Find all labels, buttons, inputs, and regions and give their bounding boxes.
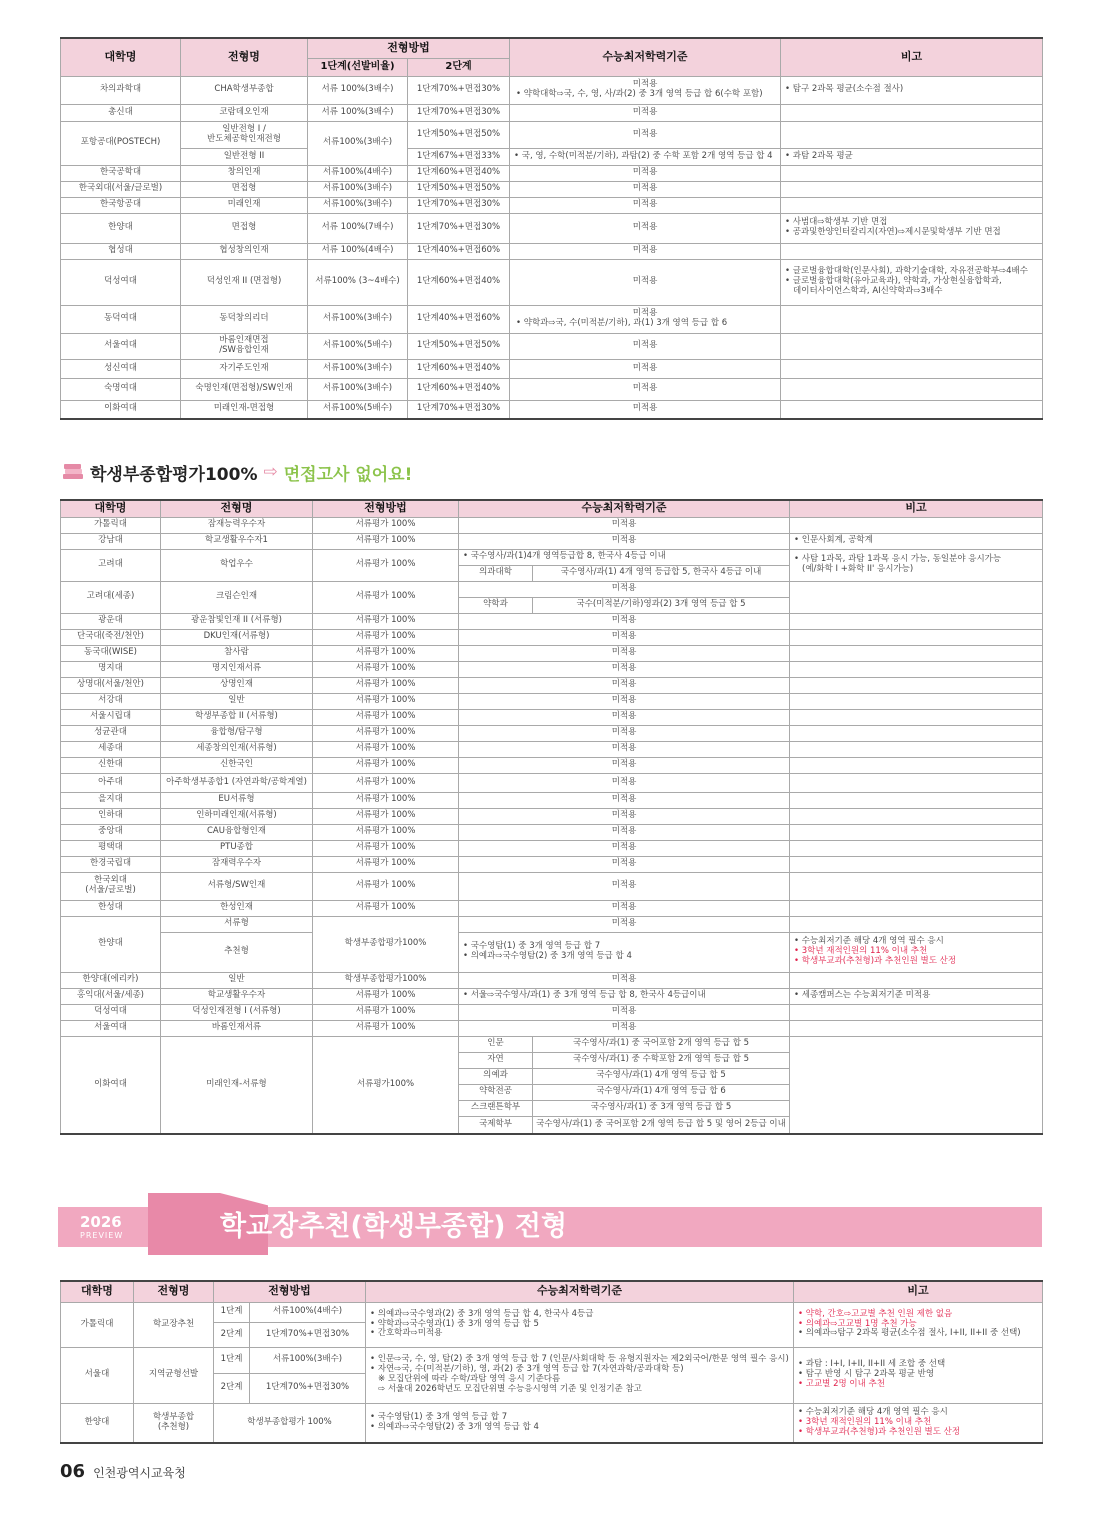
col-note: 비고 — [790, 500, 1043, 517]
table-row: 숙명여대 숙명인재(면접형)/SW인재 서류100%(3배수) 1단계60%+면접40% 미적용 — [61, 378, 1043, 400]
table-row: 한국항공대 미래인재 서류100%(3배수) 1단계70%+면접30% 미적용 — [61, 197, 1043, 213]
banner-preview: PREVIEW — [80, 1231, 124, 1240]
table-row: 가톨릭대 잠재능력우수자 서류평가 100% 미적용 — [61, 517, 1043, 533]
table-row: 덕성여대 덕성인재 II (면접형) 서류100% (3~4배수) 1단계60%+면접40% 미적용 • 글로벌융합대학(인문사회), 과학기술대학, 자유전공학부⇨4배수 • 글로벌융합대학(유아교육과), 약학과, 가상현실융합학과, 데이터사이언스학과, AI신약학과⇨3배수 — [61, 259, 1043, 305]
col-type: 전형명 — [181, 38, 308, 76]
table-row: 의과대학 국수영사/과(1) 4개 영역 등급합 5, 한국사 4등급 이내 — [61, 565, 1043, 581]
col-step1: 1단계(선발비율) — [308, 58, 408, 76]
publisher: 인천광역시교육청 — [93, 1466, 186, 1480]
table-row: 2단계 1단계70%+면접30% — [61, 1322, 1043, 1347]
table-row: 아주대 아주학생부종합1 (자연과학/공학계열) 서류평가 100% 미적용 — [61, 773, 1043, 792]
table-row: 일반전형 II 1단계67%+면접33% • 국, 영, 수학(미적분/기하), 과탐(2) 중 수학 포함 2개 영역 등급 합 4 • 과탐 2과목 평균 — [61, 148, 1043, 165]
table-row: 총신대 코람데오인재 서류 100%(3배수) 1단계70%+면접30% 미적용 — [61, 104, 1043, 121]
page-number: 06 — [60, 1461, 86, 1482]
col-univ: 대학명 — [61, 500, 161, 517]
section-subtitle: 면접고사 없어요! — [283, 464, 413, 485]
table-row: 한국공학대 창의인재 서류100%(4배수) 1단계60%+면접40% 미적용 — [61, 165, 1043, 181]
table-row: 한양대 면접형 서류 100%(7배수) 1단계70%+면접30% 미적용 • 사범대⇨학생부 기반 면접 • 공과및한양인터칼리지(자연)⇨제시문및학생부 기반 면접 — [61, 213, 1043, 243]
table-row: 차의과학대 CHA학생부종합 서류 100%(3배수) 1단계70%+면접30% 미적용 • 약학대학⇨국, 수, 영, 사/과(2) 중 3개 영역 등급 합 6(수학 포함) • 탐구 2과목 평균(소수점 절사) — [61, 76, 1043, 104]
table-row: 약학과 국수(미적분/기하)영과(2) 3개 영역 등급 합 5 — [61, 597, 1043, 613]
table-row: 한양대 학생부종합 (추천형) 학생부종합평가 100% • 국수영탐(1) 중 3개 영역 등급 합 7 • 의예과⇨국수영탐(2) 중 3개 영역 등급 합 4 • 수능최저기준 해당 4개 영역 필수 응시 • 3학년 재적인원의 11% 이내 추천 • 학생부교과(추천형)과 추천인원 별도 산정 — [61, 1403, 1043, 1443]
table-row: 중앙대 CAU융합형인재 서류평가 100% 미적용 — [61, 824, 1043, 840]
table-row: 이화여대 미래인재-면접형 서류100%(5배수) 1단계70%+면접30% 미적용 — [61, 400, 1043, 419]
table-row: 단국대(죽전/천안) DKU인재(서류형) 서류평가 100% 미적용 — [61, 629, 1043, 645]
books-icon — [62, 463, 84, 481]
col-univ: 대학명 — [61, 38, 181, 76]
section-banner — [58, 1193, 1042, 1255]
table-row: 신한대 신한국인 서류평가 100% 미적용 — [61, 757, 1043, 773]
table-row: 동국대(WISE) 참사람 서류평가 100% 미적용 — [61, 645, 1043, 661]
col-univ: 대학명 — [61, 1281, 134, 1302]
table-row: 명지대 명지인재서류 서류평가 100% 미적용 — [61, 661, 1043, 677]
col-step2: 2단계 — [408, 58, 510, 76]
table-row: 인하대 인하미래인재(서류형) 서류평가 100% 미적용 — [61, 808, 1043, 824]
table-row: 덕성여대 덕성인재전형 I (서류형) 서류평가 100% 미적용 — [61, 1004, 1043, 1020]
table-row: 고려대 학업우수 서류평가 100% • 국수영사/과(1)4개 영역등급합 8, 한국사 4등급 이내 • 사탐 1과목, 과탐 1과목 응시 가능, 동일분야 응시가능 (예/화학 I +화학 II' 응시가능) — [61, 549, 1043, 565]
table-row: 이화여대 미래인재-서류형 서류평가100% 인문 국수영사/과(1) 중 국어포함 2개 영역 등급 합 5 — [61, 1036, 1043, 1052]
table-row: 성신여대 자기주도인재 서류100%(3배수) 1단계60%+면접40% 미적용 — [61, 359, 1043, 378]
col-type: 전형명 — [161, 500, 313, 517]
table-row: 동덕여대 동덕창의리더 서류100%(3배수) 1단계40%+면접60% 미적용 • 약학과⇨국, 수(미적분/기하), 과(1) 3개 영역 등급 합 6 — [61, 305, 1043, 333]
table-row: 강남대 학교생활우수자1 서류평가 100% 미적용 • 인문사회계, 공학계 — [61, 533, 1043, 549]
section-title-text: 학생부종합평가100% — [90, 464, 258, 485]
col-csat: 수능최저학력기준 — [459, 500, 790, 517]
interview-table — [60, 37, 1043, 420]
table-row: 스크랜튼학부 국수영사/과(1) 중 3개 영역 등급 합 5 — [61, 1100, 1043, 1116]
table-row: 국제학부 국수영사/과(1) 중 국어포함 2개 영역 등급 합 5 및 영어 2등급 이내 — [61, 1116, 1043, 1134]
section-title — [62, 459, 412, 485]
table-row: 한양대(에리카) 일반 학생부종합평가100% 미적용 — [61, 972, 1043, 988]
table-row: 서울시립대 학생부종합 II (서류형) 서류평가 100% 미적용 — [61, 709, 1043, 725]
table-row: 한국외대 (서울/글로벌) 서류형/SW인재 서류평가 100% 미적용 — [61, 872, 1043, 900]
table-row: 한국외대(서울/글로벌) 면접형 서류100%(3배수) 1단계50%+면접50% 미적용 — [61, 181, 1043, 197]
table-row: 평택대 PTU종합 서류평가 100% 미적용 — [61, 840, 1043, 856]
col-csat: 수능최저학력기준 — [366, 1281, 794, 1302]
table-row: 서강대 일반 서류평가 100% 미적용 — [61, 693, 1043, 709]
col-type: 전형명 — [134, 1281, 214, 1302]
table-row: 상명대(서울/천안) 상명인재 서류평가 100% 미적용 — [61, 677, 1043, 693]
table-row: 협성대 협성창의인재 서류 100%(4배수) 1단계40%+면접60% 미적용 — [61, 243, 1043, 259]
table-row: 서울대 지역균형선발 1단계 서류100%(3배수) • 인문⇨국, 수, 영, 탐(2) 중 3개 영역 등급 합 7 (인문/사회대학 등 유형지원자는 제2외국어/한문 영역 필수 응시) • 자연⇨국, 수(미적분/기하), 영, 과(2) 중 3개 영역 등급 합 7(자연과학/공과대학 등) ※ 모집단위에 따라 수학/과탐 영역 응시 기준다름 ⇨ 서울대 2026학년도 모집단위별 수능응시영역 기준 및 인정기준 참고 • 과탐 : I+I, I+II, II+II 세 조합 중 선택 • 탐구 반영 시 탐구 2과목 평균 반영 • 고교별 2명 이내 추천 — [61, 1347, 1043, 1373]
col-note: 비고 — [781, 38, 1043, 76]
table-row: 을지대 EU서류형 서류평가 100% 미적용 — [61, 792, 1043, 808]
table-row: 추천형 • 국수영탐(1) 중 3개 영역 등급 합 7 • 의예과⇨국수영탐(2) 중 3개 영역 등급 합 4 • 수능최저기준 해당 4개 영역 필수 응시 • 3학년 재적인원의 11% 이내 추천 • 학생부교과(추천형)과 추천인원 별도 산정 — [61, 932, 1043, 972]
col-note: 비고 — [794, 1281, 1043, 1302]
table-row: 2단계 1단계70%+면접30% — [61, 1373, 1043, 1403]
banner-title: 학교장추천(학생부종합) 전형 — [220, 1211, 568, 1242]
table-row: 성균관대 융합형/탐구형 서류평가 100% 미적용 — [61, 725, 1043, 741]
table-row: 한성대 한성인재 서류평가 100% 미적용 — [61, 900, 1043, 916]
table-row: 세종대 세종창의인재(서류형) 서류평가 100% 미적용 — [61, 741, 1043, 757]
table-row: 서울여대 바롬인재서류 서류평가 100% 미적용 — [61, 1020, 1043, 1036]
page-footer — [60, 1461, 186, 1482]
col-csat: 수능최저학력기준 — [510, 38, 781, 76]
table-row: 약학전공 국수영사/과(1) 4개 영역 등급 합 6 — [61, 1084, 1043, 1100]
table-row: 한경국립대 잠재력우수자 서류평가 100% 미적용 — [61, 856, 1043, 872]
table-row: 고려대(세종) 크림슨인재 서류평가 100% 미적용 — [61, 581, 1043, 597]
table-row: 광운대 광운참빛인재 II (서류형) 서류평가 100% 미적용 — [61, 613, 1043, 629]
table-row: 홍익대(서울/세종) 학교생활우수자 서류평가 100% • 서울⇨국수영사/과(1) 중 3개 영역 등급 합 8, 한국사 4등급이내 • 세종캠퍼스는 수능최저기준 미적용 — [61, 988, 1043, 1004]
col-method: 전형방법 — [214, 1281, 366, 1302]
table-row: 가톨릭대 학교장추천 1단계 서류100%(4배수) • 의예과⇨국수영과(2) 중 3개 영역 등급 합 4, 한국사 4등급 • 약학과⇨국수영과(1) 중 3개 영역 등급 합 5 • 간호학과⇨미적용 • 약학, 간호⇨고교별 추천 인원 제한 없음 • 의예과⇨고교별 1명 추천 가능 • 의예과⇨탐구 2과목 평균(소수점 절사, I+II, II+II 중 선택) — [61, 1302, 1043, 1322]
table-row: 포항공대(POSTECH) 일반전형 I / 반도체공학인재전형 서류100%(3배수) 1단계50%+면접50% 미적용 — [61, 121, 1043, 148]
document-only-table — [60, 499, 1043, 1135]
table-row: 의예과 국수영사/과(1) 4개 영역 등급 합 5 — [61, 1068, 1043, 1084]
col-method: 전형방법 — [313, 500, 459, 517]
table-row: 한양대 서류형 학생부종합평가100% 미적용 — [61, 916, 1043, 932]
table-row: 서울여대 바롬인재면접 /SW융합인재 서류100%(5배수) 1단계50%+면접50% 미적용 — [61, 333, 1043, 359]
table-row: 자연 국수영사/과(1) 중 수학포함 2개 영역 등급 합 5 — [61, 1052, 1043, 1068]
col-method: 전형방법 — [308, 38, 510, 58]
banner-year: 2026 — [80, 1213, 122, 1231]
principal-recommendation-table — [60, 1280, 1043, 1444]
arrow-icon: ⇨ — [263, 462, 278, 482]
